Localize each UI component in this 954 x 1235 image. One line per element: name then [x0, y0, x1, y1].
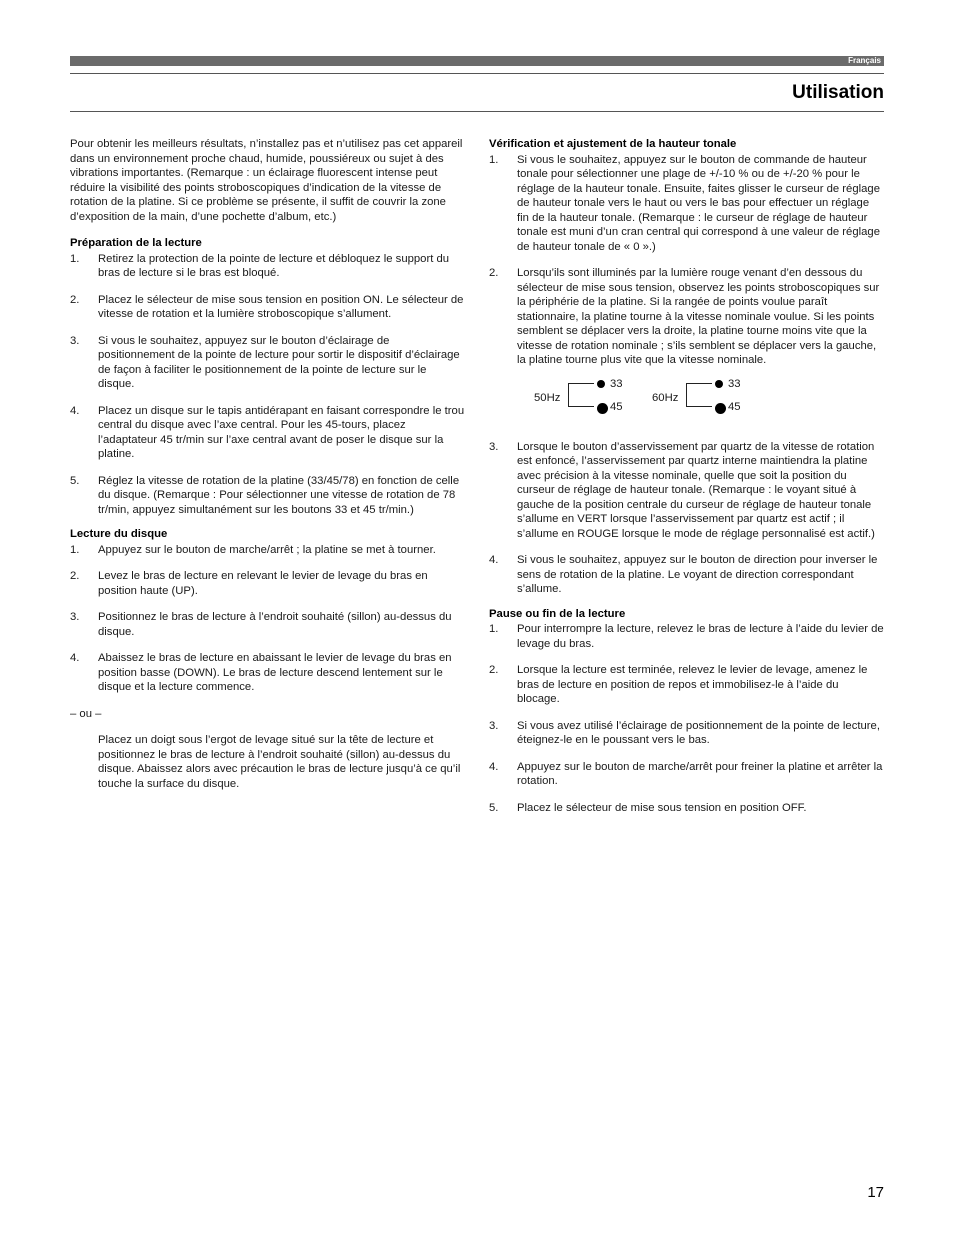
step-number: 3.: [489, 440, 499, 453]
step-number: 5.: [489, 801, 499, 814]
strobe-dot-45-icon: [715, 403, 726, 414]
step-text: Si vous avez utilisé l’éclairage de positionnement de la pointe de lecture, éteignez-le en le poussant vers le bas.: [517, 719, 880, 746]
frequency-label-50hz: 50Hz: [534, 391, 561, 404]
step-text: Lorsque le bouton d’asservissement par quartz de la vitesse de rotation est enfoncé, l’asservissement par quartz interne maintiendra la platine avec précision à la vitesse nominale, quelle que soit la position du curseur de réglage de hauteur tonale. (Remarque : le voyant situé à gauche de la position centrale du curseur de réglage de hauteur tonale s’allume en VERT lorsque l’asservissement par quartz est actif ; il s’allume en ROUGE lorsque le mode de réglage personnalisé est actif.): [517, 440, 875, 540]
pitch-steps-continued: [489, 440, 884, 597]
pitch-steps: [489, 153, 884, 368]
list-item: [70, 252, 465, 281]
section-heading-playback: Lecture du disque: [70, 528, 168, 540]
list-item: [70, 651, 465, 695]
step-text: Positionnez le bras de lecture à l’endroit souhaité (sillon) au-dessus du disque.: [98, 611, 452, 638]
list-item: [489, 266, 884, 368]
step-text: Si vous le souhaitez, appuyez sur le bouton d’éclairage de positionnement de la pointe de lecture pour sortir le dispositif d’éclairage de façon à faciliter le positionnement de la pointe de lecture sur le disque.: [98, 334, 460, 390]
step-text: Pour interrompre la lecture, relevez le bras de lecture à l’aide du levier de levage du bras.: [517, 623, 884, 650]
step-text: Réglez la vitesse de rotation de la platine (33/45/78) en fonction de celle du disque. (Remarque : Pour sélectionner une vitesse de rotation de 78 tr/min, appuyez simultanément sur les boutons 33 et 45 tr/min.): [98, 474, 460, 516]
playback-steps: [70, 543, 465, 695]
speed-label-45: 45: [610, 400, 623, 413]
section-heading-pitch: Vérification et ajustement de la hauteur tonale: [489, 138, 737, 150]
step-number: 4.: [70, 404, 80, 417]
step-text: Si vous le souhaitez, appuyez sur le bouton de direction pour inverser le sens de rotation de la platine. Le voyant de direction correspondant s’allume.: [517, 554, 878, 595]
step-text: Placez le sélecteur de mise sous tension en position ON. Le sélecteur de vitesse de rotation et la lumière stroboscopique s’allument.: [98, 293, 464, 320]
speed-label-33: 33: [728, 377, 741, 390]
right-column: [489, 137, 884, 827]
intro-paragraph: Pour obtenir les meilleurs résultats, n’installez pas et n’utilisez pas cet appareil dans un environnement proche chaud, humide, poussiéreux ou sujet à des vibrations importantes. (Remarque : un éclairage fluorescent intense peut réduire la visibilité des points stroboscopiques d’indication de la vitesse de rotation de la platine. Si ce problème se présente, il suffit de couvrir la zone d’exposition de la main, d’une pochette d’album, etc.): [70, 138, 463, 223]
pause-steps: [489, 622, 884, 815]
section-heading-preparation: Préparation de la lecture: [70, 237, 202, 249]
list-item: [489, 153, 884, 255]
list-item: [489, 760, 884, 789]
step-text: Placez un disque sur le tapis antidérapant en faisant correspondre le trou central du disque avec l’axe central. Pour les 45-tours, placez l’adaptateur 45 tr/min sur l’axe central avant de poser le disque sur la platine.: [98, 404, 465, 460]
step-text: Lorsqu’ils sont illuminés par la lumière rouge venant d’en dessous du sélecteur de mise sous tension, observez les points stroboscopiques sur la périphérie de la platine. Si la rangée de points voulue paraît stationnaire, la platine tourne à la vitesse nominale voulue. Si les points semblent se déplacer vers la droite, la platine tourne moins vite que la vitesse de rotation nominale ; s’ils semblent se déplacer vers la gauche, la platine tourne plus vite que la vitesse nominale.: [517, 267, 880, 366]
or-separator: – ou –: [70, 707, 102, 720]
step-number: 3.: [70, 334, 80, 347]
step-number: 1.: [70, 252, 80, 265]
list-item: [70, 474, 465, 518]
alternative-paragraph: Placez un doigt sous l’ergot de levage situé sur la tête de lecture et positionnez le bras de lecture à l’endroit souhaité (sillon) au-dessus du disque. Abaissez alors avec précaution le bras de lecture jusqu’à ce qu’il touche la surface du disque.: [98, 734, 461, 790]
list-item: [489, 663, 884, 707]
bracket-60hz: [686, 383, 712, 407]
list-item: [489, 622, 884, 651]
list-item: [489, 440, 884, 542]
list-item: [70, 404, 465, 462]
step-text: Retirez la protection de la pointe de lecture et débloquez le support du bras de lecture si le bras est bloqué.: [98, 252, 450, 279]
strobe-dot-33-icon: [597, 380, 605, 388]
step-number: 2.: [489, 664, 499, 676]
step-text: Appuyez sur le bouton de marche/arrêt ; la platine se met à tourner.: [98, 543, 436, 556]
strobe-dot-33-icon: [715, 380, 723, 388]
list-item: [70, 334, 465, 392]
step-number: 4.: [489, 760, 499, 773]
step-text: Lorsque la lecture est terminée, relevez le levier de levage, amenez le bras de lecture en position de repos et immobilisez-le à l’aide du blocage.: [517, 664, 868, 705]
page-number: 17: [867, 1184, 884, 1201]
step-number: 5.: [70, 474, 80, 487]
step-text: Si vous le souhaitez, appuyez sur le bouton de commande de hauteur tonale pour sélectionner une plage de +/-10 % ou de +/-20 % pour le réglage de la hauteur tonale. Ensuite, faites glisser le curseur de réglage de hauteur tonale vers le haut ou vers le bas pour effectuer un réglage fin de la hauteur tonale. (Remarque : le curseur de réglage de hauteur tonale est muni d’un cran central qui correspond à une valeur de réglage de hauteur tonale de « 0 ».): [517, 153, 880, 253]
step-number: 2.: [70, 293, 80, 306]
header-rule-top: [70, 73, 884, 74]
step-number: 2.: [489, 267, 499, 279]
list-item: [70, 610, 465, 639]
strobe-group-50hz: [534, 378, 654, 422]
step-number: 1.: [489, 623, 499, 635]
step-text: Levez le bras de lecture en relevant le levier de levage du bras en position haute (UP).: [98, 570, 428, 597]
list-item: [70, 543, 465, 558]
list-item: [489, 719, 884, 748]
step-text: Appuyez sur le bouton de marche/arrêt pour freiner la platine et arrêter la rotation.: [517, 760, 883, 787]
step-number: 1.: [489, 153, 499, 166]
preparation-steps: [70, 252, 465, 518]
step-text: Placez le sélecteur de mise sous tension en position OFF.: [517, 801, 807, 814]
speed-label-33: 33: [610, 377, 623, 390]
step-number: 3.: [70, 611, 80, 623]
language-bar: Français: [70, 56, 884, 66]
strobe-dot-45-icon: [597, 403, 608, 414]
strobe-group-60hz: [652, 378, 772, 422]
section-heading-pause: Pause ou fin de la lecture: [489, 607, 626, 620]
bracket-50hz: [568, 383, 594, 407]
step-number: 3.: [489, 719, 499, 732]
strobe-speed-diagram: [489, 378, 884, 422]
speed-label-45: 45: [728, 400, 741, 413]
step-number: 4.: [70, 652, 80, 664]
page-title: Utilisation: [792, 82, 884, 103]
frequency-label-60hz: 60Hz: [652, 391, 679, 404]
list-item: [70, 569, 465, 598]
step-text: Abaissez le bras de lecture en abaissant le levier de levage du bras en position basse (DOWN). Le bras de lecture descend lentement sur le disque et la lecture commence.: [98, 652, 452, 693]
left-column: [70, 137, 465, 791]
list-item: [489, 553, 884, 597]
step-number: 1.: [70, 543, 80, 556]
list-item: [70, 293, 465, 322]
step-number: 2.: [70, 570, 80, 582]
step-number: 4.: [489, 554, 499, 566]
header-rule-bottom: [70, 111, 884, 112]
list-item: [489, 801, 884, 816]
